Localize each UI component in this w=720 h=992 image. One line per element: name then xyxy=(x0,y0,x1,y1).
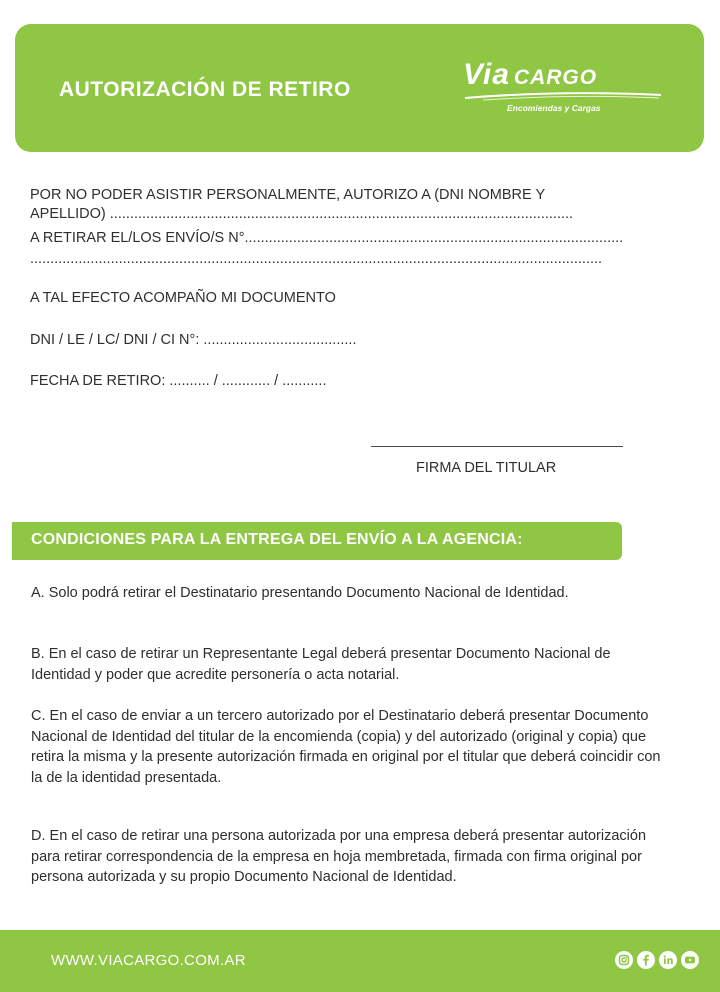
condition-item-b: B. En el caso de retirar un Representante Legal deberá presentar Documento Nacional de Identidad y poder que acredite personería o acta notarial. xyxy=(31,646,611,683)
condition-item-c: C. En el caso de enviar a un tercero autorizado por el Destinatario deberá presentar Documento Nacional de Identidad del titular de la encomienda (copia) y del autorizado (original y copia) que retira la misma y la presente autorización firmada en original por el titular que deberá coincidir con la de la identidad presentada. xyxy=(31,708,661,786)
logo-cargo-text: CARGO xyxy=(513,66,598,89)
form-line-blank[interactable]: .............................................................................................................................................. xyxy=(30,251,603,267)
form-line-dni[interactable]: DNI / LE / LC/ DNI / CI N°: ...................................... xyxy=(30,332,357,348)
form-line-apellido[interactable]: APELLIDO) ................................................................................................................... xyxy=(30,206,574,222)
footer-bar xyxy=(0,930,720,992)
instagram-icon[interactable] xyxy=(615,951,633,969)
form-line-fecha[interactable]: FECHA DE RETIRO: .......... / ............ / ........... xyxy=(30,373,327,389)
form-line-envio-number[interactable]: A RETIRAR EL/LOS ENVÍO/S N°.............................................................................................. xyxy=(30,230,624,246)
condition-item-a: A. Solo podrá retirar el Destinatario presentando Documento Nacional de Identidad. xyxy=(31,585,569,601)
website-link[interactable]: WWW.VIACARGO.COM.AR xyxy=(51,952,246,969)
logo-wordmark xyxy=(463,58,597,92)
youtube-icon[interactable] xyxy=(681,951,699,969)
form-line-authorize: POR NO PODER ASISTIR PERSONALMENTE, AUTORIZO A (DNI NOMBRE Y xyxy=(30,187,546,203)
conditions-banner xyxy=(12,522,622,560)
via-cargo-logo xyxy=(463,58,673,122)
conditions-title: CONDICIONES PARA LA ENTREGA DEL ENVÍO A LA AGENCIA: xyxy=(31,531,523,548)
logo-swoosh-icon xyxy=(463,92,663,102)
form-line-efecto: A TAL EFECTO ACOMPAÑO MI DOCUMENTO xyxy=(30,290,336,306)
signature-label: FIRMA DEL TITULAR xyxy=(416,460,557,476)
facebook-icon[interactable] xyxy=(637,951,655,969)
logo-tagline: Encomiendas y Cargas xyxy=(507,103,601,113)
linkedin-icon[interactable] xyxy=(659,951,677,969)
condition-item-d: D. En el caso de retirar una persona autorizada por una empresa deberá presentar autorización para retirar correspondencia de la empresa en hoja membretada, firmada con firma original por persona autorizada y su propio Documento Nacional de Identidad. xyxy=(31,828,647,885)
logo-via-text: Via xyxy=(463,58,510,91)
signature-line[interactable] xyxy=(371,446,623,447)
header-banner xyxy=(15,24,704,152)
page-title: AUTORIZACIÓN DE RETIRO xyxy=(59,78,351,101)
